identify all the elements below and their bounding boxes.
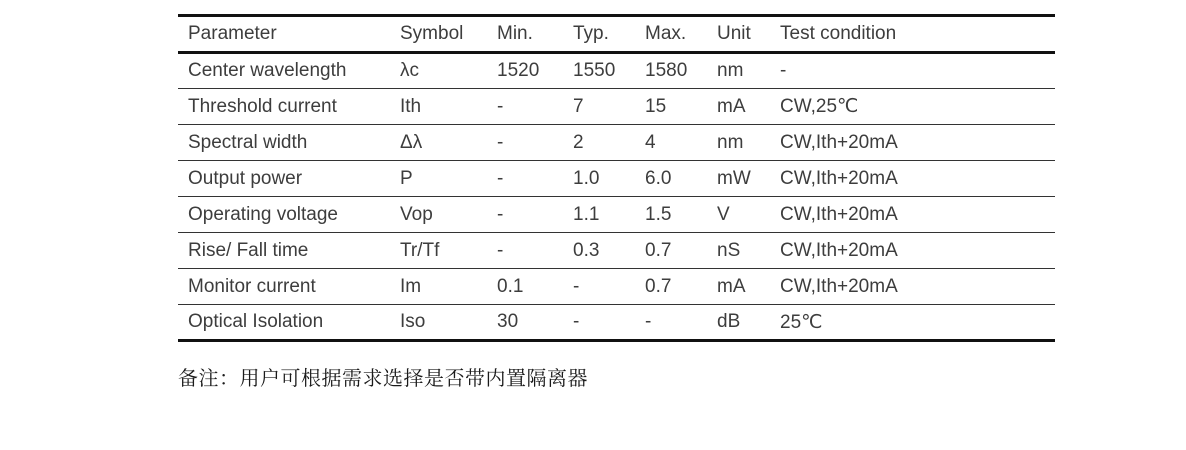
cell-test-condition: CW,25℃ [780, 96, 859, 117]
cell-typ: 0.3 [573, 239, 600, 261]
cell-max: 1580 [645, 60, 688, 81]
cell-unit: nm [717, 131, 744, 153]
cell-max: 1.5 [645, 203, 672, 225]
table-row-output-power [178, 161, 1055, 197]
cell-max: 4 [645, 131, 656, 153]
cell-parameter: Output power [188, 167, 303, 189]
cell-unit: dB [717, 311, 741, 332]
footnote: 备注：用户可根据需求选择是否带内置隔离器 [178, 368, 588, 390]
cell-test-condition: 25℃ [780, 311, 823, 333]
cell-symbol: Iso [400, 311, 426, 332]
cell-test-condition: CW,Ith+20mA [780, 131, 898, 153]
cell-typ: 2 [573, 131, 584, 153]
column-header-unit: Unit [717, 23, 751, 44]
table-row-rise-fall-time [178, 233, 1055, 269]
cell-typ: 1.0 [573, 167, 600, 189]
cell-symbol: Tr/Tf [400, 239, 440, 261]
column-header-test-condition: Test condition [780, 23, 897, 44]
cell-parameter: Spectral width [188, 131, 308, 153]
column-header-typ: Typ. [573, 23, 609, 44]
cell-typ: 7 [573, 95, 584, 117]
cell-test-condition: CW,Ith+20mA [780, 167, 898, 189]
cell-min: 0.1 [497, 275, 524, 297]
cell-test-condition: - [780, 60, 787, 81]
column-header-min: Min. [497, 23, 533, 44]
cell-parameter: Optical Isolation [188, 311, 324, 332]
table-row-operating-voltage [178, 197, 1055, 233]
cell-parameter: Monitor current [188, 275, 316, 297]
cell-min: - [497, 131, 504, 153]
cell-test-condition: CW,Ith+20mA [780, 275, 898, 297]
cell-test-condition: CW,Ith+20mA [780, 203, 898, 225]
column-header-max: Max. [645, 23, 687, 44]
cell-parameter: Rise/ Fall time [188, 239, 309, 261]
cell-typ: 1.1 [573, 203, 600, 225]
table-row-threshold-current [178, 89, 1055, 125]
cell-symbol: Im [400, 275, 422, 297]
cell-min: 1520 [497, 60, 540, 81]
table-row-monitor-current [178, 269, 1055, 305]
cell-parameter: Center wavelength [188, 60, 347, 81]
cell-typ: - [573, 275, 580, 297]
cell-unit: mA [717, 95, 746, 117]
cell-symbol: Δλ [400, 131, 423, 153]
cell-unit: V [717, 203, 730, 225]
cell-min: 30 [497, 311, 519, 332]
table-row-optical-isolation [178, 305, 1055, 341]
spec-table [178, 14, 1055, 342]
cell-min: - [497, 203, 504, 225]
cell-symbol: Vop [400, 203, 433, 225]
cell-min: - [497, 167, 504, 189]
cell-max: 0.7 [645, 239, 672, 261]
cell-max: - [645, 311, 652, 332]
cell-symbol: Ith [400, 95, 422, 117]
cell-min: - [497, 239, 504, 261]
cell-max: 0.7 [645, 275, 672, 297]
cell-symbol: λc [400, 60, 419, 81]
cell-parameter: Operating voltage [188, 203, 338, 225]
table-row-spectral-width [178, 125, 1055, 161]
cell-min: - [497, 95, 504, 117]
cell-max: 15 [645, 95, 667, 117]
cell-unit: nS [717, 239, 741, 261]
table-header-row [178, 16, 1055, 53]
cell-parameter: Threshold current [188, 95, 337, 117]
column-header-symbol: Symbol [400, 23, 464, 44]
cell-max: 6.0 [645, 167, 672, 189]
column-header-parameter: Parameter [188, 23, 277, 44]
cell-test-condition: CW,Ith+20mA [780, 239, 898, 261]
cell-typ: - [573, 311, 580, 332]
cell-unit: mA [717, 275, 746, 297]
table-row-center-wavelength [178, 53, 1055, 89]
cell-unit: nm [717, 60, 744, 81]
cell-unit: mW [717, 167, 751, 189]
cell-symbol: P [400, 167, 413, 189]
cell-typ: 1550 [573, 60, 616, 81]
